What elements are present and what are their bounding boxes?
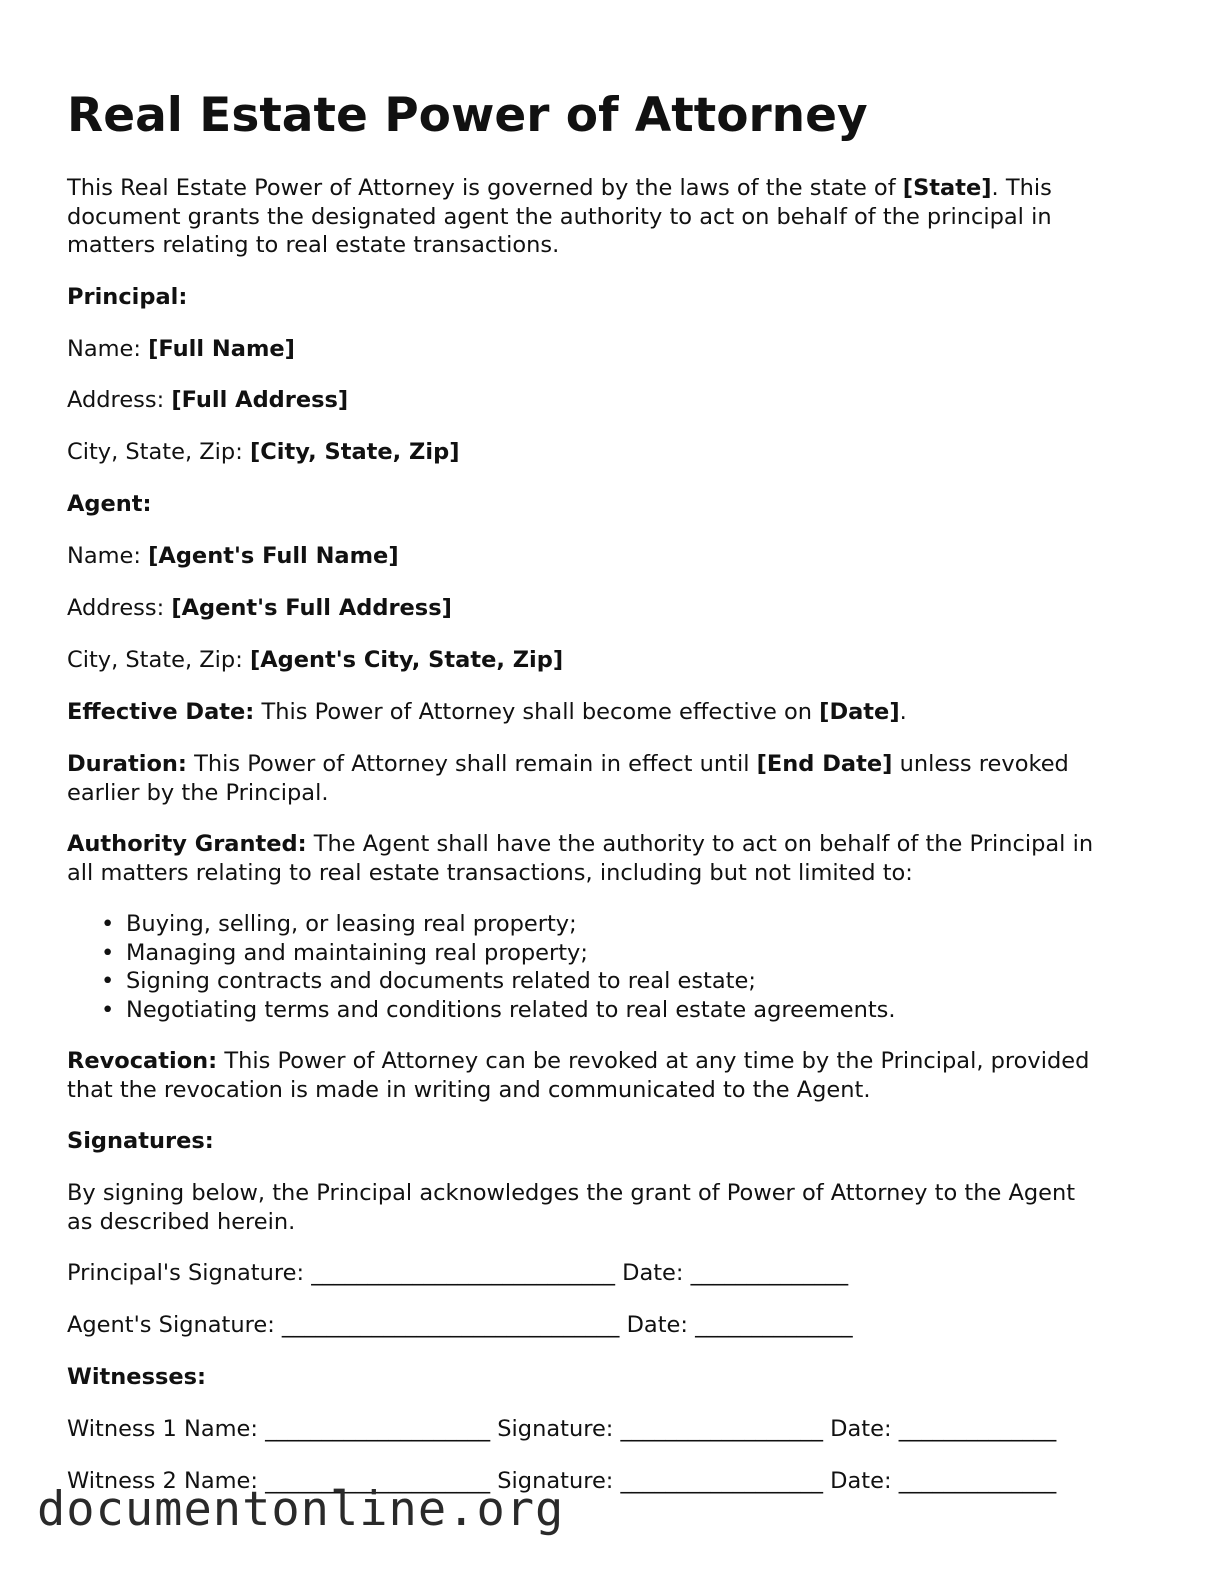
signatures-heading-text: Signatures: — [67, 1128, 214, 1154]
signatures-acknowledgement — [67, 1179, 1167, 1236]
revocation-line-2: that the revocation is made in writing and communicated to the Agent. — [67, 1076, 871, 1103]
agent-heading — [67, 490, 1167, 519]
principal-city-value: [City, State, Zip] — [249, 439, 460, 465]
effective-date-text: This Power of Attorney shall become effective on — [254, 699, 820, 725]
agent-address-label: Address: — [67, 595, 172, 621]
agent-signature-line[interactable]: Agent's Signature: ______________________________ Date: ______________ — [67, 1312, 853, 1338]
intro-line-3: matters relating to real estate transactions. — [67, 232, 560, 258]
agent-address-value: [Agent's Full Address] — [171, 595, 452, 621]
effective-date-paragraph — [67, 698, 1167, 727]
ack-line-1: By signing below, the Principal acknowledges the grant of Power of Attorney to the Agent — [67, 1180, 1076, 1206]
witness-2-line[interactable]: Witness 2 Name: ____________________ Signature: __________________ Date: ______________ — [67, 1468, 1057, 1494]
list-item: • Signing contracts and documents related to real estate; — [126, 967, 896, 996]
intro-line-2: document grants the designated agent the authority to act on behalf of the principal in — [67, 203, 1052, 230]
effective-date-end: . — [899, 699, 907, 725]
agent-city-label: City, State, Zip: — [67, 647, 250, 673]
intro-text: This Real Estate Power of Attorney is governed by the laws of the state of — [67, 175, 903, 201]
authority-line-1 — [67, 830, 1167, 859]
agent-name — [67, 542, 1167, 571]
witnesses-heading-text: Witnesses: — [67, 1364, 206, 1390]
agent-name-label: Name: — [67, 543, 149, 569]
authority-text: The Agent shall have the authority to act on behalf of the Principal in — [306, 831, 1094, 857]
state-placeholder: [State] — [902, 175, 992, 201]
revocation-text: This Power of Attorney can be revoked at any time by the Principal, provided — [217, 1048, 1090, 1074]
duration-text: This Power of Attorney shall remain in effect until — [186, 751, 757, 777]
list-item: • Managing and maintaining real property; — [126, 939, 896, 968]
list-item: • Buying, selling, or leasing real property; — [126, 910, 896, 939]
signatures-heading — [67, 1127, 1167, 1156]
witness-1-line[interactable]: Witness 1 Name: ____________________ Signature: __________________ Date: ______________ — [67, 1416, 1057, 1442]
authority-line-2: all matters relating to real estate transactions, including but not limited to: — [67, 859, 913, 886]
watermark-text: documentonline.org — [37, 1482, 565, 1537]
principal-heading — [67, 283, 1167, 312]
agent-heading-text: Agent: — [67, 491, 152, 517]
effective-date-placeholder: [Date] — [819, 699, 900, 725]
duration-line-2: earlier by the Principal. — [67, 779, 329, 806]
intro-text-end: . This — [991, 175, 1052, 201]
principal-signature-line[interactable]: Principal's Signature: ___________________________ Date: ______________ — [67, 1260, 849, 1286]
principal-name-value: [Full Name] — [148, 336, 295, 362]
principal-address-label: Address: — [67, 387, 172, 413]
revocation-line-1 — [67, 1047, 1167, 1076]
principal-heading-text: Principal: — [67, 284, 188, 310]
agent-name-value: [Agent's Full Name] — [148, 543, 399, 569]
revocation-paragraph — [67, 1047, 1167, 1104]
witnesses-heading — [67, 1363, 1167, 1392]
authority-paragraph — [67, 830, 1167, 887]
agent-address — [67, 594, 1167, 623]
authority-label: Authority Granted: — [67, 831, 307, 857]
principal-address — [67, 386, 1167, 415]
end-date-placeholder: [End Date] — [756, 751, 893, 777]
authority-list — [67, 910, 896, 1024]
principal-city-state-zip — [67, 438, 1167, 467]
principal-name — [67, 335, 1167, 364]
intro-paragraph — [67, 174, 1167, 260]
agent-city-state-zip — [67, 646, 1167, 675]
duration-line-1 — [67, 750, 1167, 779]
principal-city-label: City, State, Zip: — [67, 439, 250, 465]
effective-date-label: Effective Date: — [67, 699, 255, 725]
intro-line-1 — [67, 174, 1167, 203]
revocation-label: Revocation: — [67, 1048, 218, 1074]
duration-text-2: unless revoked — [892, 751, 1069, 777]
page-title: Real Estate Power of Attorney — [67, 88, 868, 143]
principal-name-label: Name: — [67, 336, 149, 362]
agent-city-value: [Agent's City, State, Zip] — [249, 647, 564, 673]
list-item: • Negotiating terms and conditions related to real estate agreements. — [126, 996, 896, 1025]
duration-label: Duration: — [67, 751, 187, 777]
duration-paragraph — [67, 750, 1167, 807]
ack-line-2: as described herein. — [67, 1208, 296, 1235]
principal-address-value: [Full Address] — [171, 387, 349, 413]
